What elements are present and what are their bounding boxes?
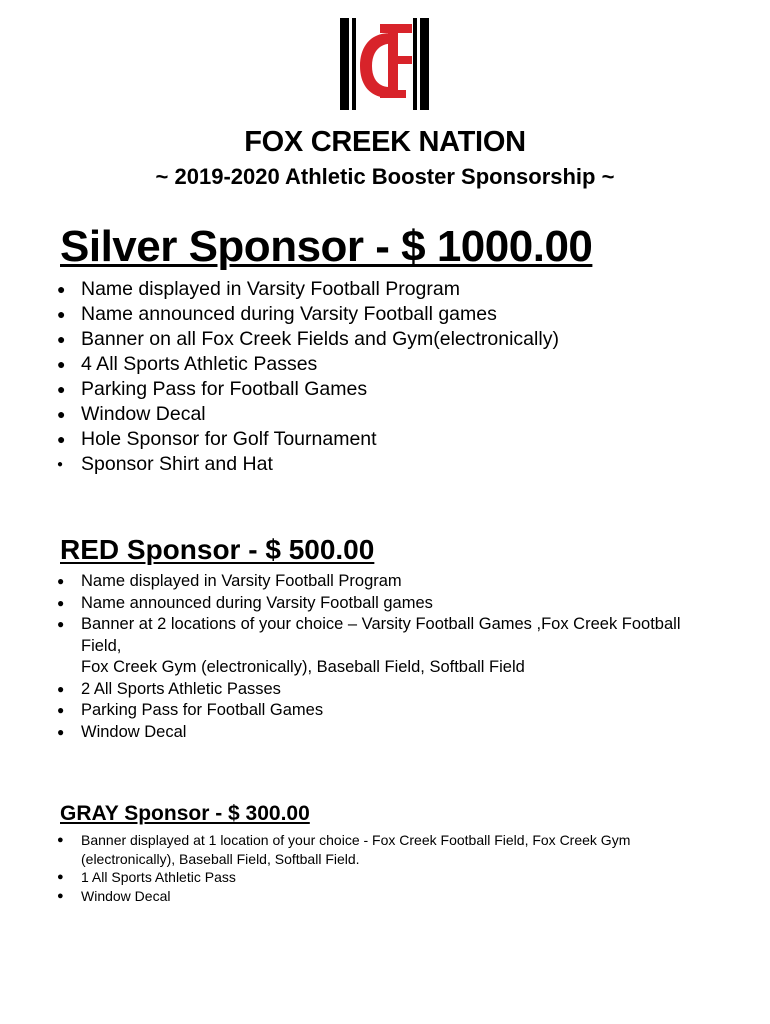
list-item <box>0 679 680 701</box>
list-item <box>0 593 680 615</box>
bullet-icon: ● <box>57 871 64 883</box>
list-item <box>0 700 680 722</box>
bullet-icon: ● <box>57 617 65 631</box>
gray-benefits-list <box>0 831 630 905</box>
fc-monogram-logo <box>336 16 432 112</box>
benefit-text: Banner on all Fox Creek Fields and Gym(electronically) <box>81 328 559 350</box>
benefit-text: Banner displayed at 1 location of your choice - Fox Creek Football Field, Fox Creek Gym <box>81 832 631 848</box>
bullet-icon: ● <box>57 281 66 297</box>
benefit-text: Parking Pass for Football Games <box>81 701 324 719</box>
list-item <box>0 452 559 477</box>
benefit-text: Window Decal <box>81 722 187 741</box>
list-item <box>0 277 559 302</box>
bullet-icon: ● <box>57 724 65 739</box>
page-subtitle: ~ 2019-2020 Athletic Booster Sponsorship ~ <box>155 164 615 189</box>
list-item <box>0 427 559 452</box>
benefit-text: Name displayed in Varsity Football Program <box>81 278 460 300</box>
benefit-text: Name displayed in Varsity Football Program <box>81 572 402 590</box>
list-item <box>0 614 680 679</box>
bullet-icon: ● <box>57 331 66 347</box>
silver-benefits-list <box>0 277 559 477</box>
list-item <box>0 302 559 327</box>
bullet-icon: ● <box>57 406 66 422</box>
benefit-continuation-text: Field, <box>81 636 122 655</box>
silver-sponsor-heading: Silver Sponsor - $ 1000.00 <box>60 222 593 271</box>
fc-logo-graphic <box>336 16 432 112</box>
bullet-icon: ● <box>57 834 64 846</box>
benefit-continuation-text: Fox Creek Gym (electronically), Baseball Field, Softball Field <box>81 658 525 676</box>
benefit-continuation-text: (electronically), Baseball Field, Softball Field. <box>81 850 360 867</box>
benefit-text: Name announced during Varsity Football games <box>81 303 497 325</box>
list-item <box>0 831 630 868</box>
red-benefits-list <box>0 571 680 743</box>
benefit-text: Window Decal <box>81 403 206 425</box>
bullet-icon: ● <box>57 431 66 447</box>
gray-sponsor-heading: GRAY Sponsor - $ 300.00 <box>60 802 310 825</box>
red-sponsor-heading: RED Sponsor - $ 500.00 <box>60 534 375 565</box>
bullet-icon: ● <box>57 574 65 588</box>
bullet-icon: ● <box>57 681 65 696</box>
bullet-icon: ● <box>57 889 64 902</box>
bullet-icon: ● <box>57 703 65 717</box>
page-title: FOX CREEK NATION <box>244 126 526 158</box>
list-item <box>0 722 680 744</box>
benefit-text: Name announced during Varsity Football games <box>81 593 433 612</box>
benefit-text: 2 All Sports Athletic Passes <box>81 679 281 698</box>
list-item <box>0 402 559 427</box>
benefit-text: Window Decal <box>81 887 171 904</box>
benefit-text: 4 All Sports Athletic Passes <box>81 353 318 375</box>
bullet-icon: ● <box>57 306 66 322</box>
list-item <box>0 868 630 887</box>
list-item <box>0 377 559 402</box>
list-item <box>0 327 559 352</box>
list-item <box>0 571 680 593</box>
benefit-text: Hole Sponsor for Golf Tournament <box>81 428 377 450</box>
benefit-text: Banner at 2 locations of your choice – Varsity Football Games ,Fox Creek Football <box>81 615 681 633</box>
benefit-text: Sponsor Shirt and Hat <box>81 453 273 475</box>
bullet-icon: ● <box>57 595 65 610</box>
bullet-icon: ● <box>57 381 66 397</box>
bullet-icon: ● <box>57 459 64 470</box>
list-item <box>0 352 559 377</box>
bullet-icon: ● <box>57 356 66 372</box>
list-item <box>0 887 630 906</box>
benefit-text: Parking Pass for Football Games <box>81 378 368 400</box>
benefit-text: 1 All Sports Athletic Pass <box>81 869 236 885</box>
